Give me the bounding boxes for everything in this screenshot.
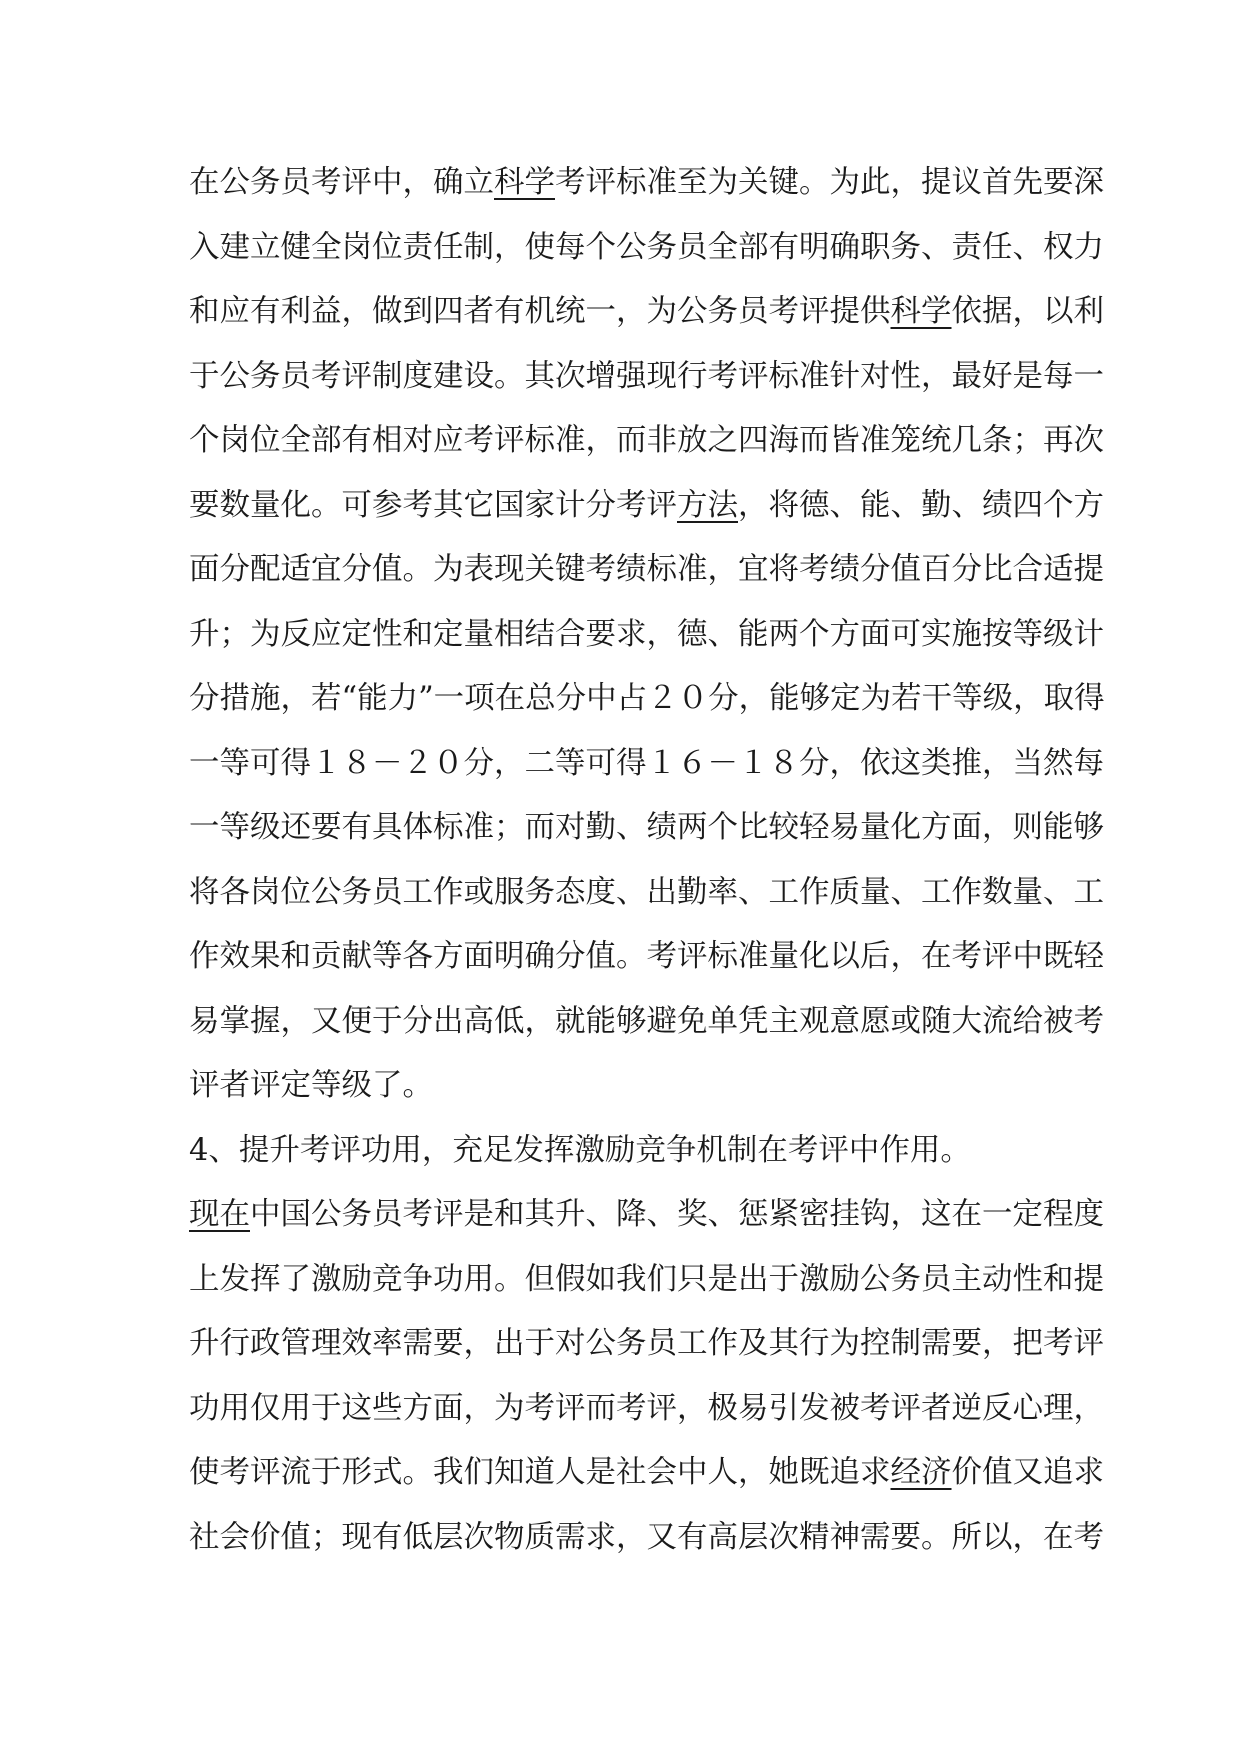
text-line bbox=[189, 1126, 1064, 1191]
underlined-term: 科学 bbox=[494, 165, 555, 200]
text-line bbox=[189, 1190, 1104, 1255]
text-segment: 一等级还要有具体标准；而对勤、绩两个比较轻易量化方面，则能够 bbox=[189, 810, 1104, 845]
text-segment: 上发挥了激励竞争功用。但假如我们只是出于激励公务员主动性和提 bbox=[189, 1261, 1104, 1297]
text-segment: 中国公务员考评是和其升、降、奖、惩紧密挂钩，这在一定程度 bbox=[250, 1197, 1104, 1232]
text-line bbox=[189, 1061, 1064, 1126]
text-line bbox=[189, 416, 1104, 481]
text-segment: 评者评定等级了。 bbox=[189, 1068, 433, 1103]
text-segment: 个岗位全部有相对应考评标准，而非放之四海而皆准笼统几条；再次 bbox=[189, 423, 1104, 458]
text-segment: 要数量化。可参考其它国家计分考评 bbox=[189, 487, 677, 523]
text-line bbox=[189, 997, 1104, 1062]
text-segment: ，将德、能、勤、绩四个方 bbox=[738, 487, 1104, 523]
text-segment: 分措施，若“能力”一项在总分中占２０分，能够定为若干等级，取得 bbox=[189, 681, 1105, 716]
underlined-term: 方法 bbox=[677, 487, 738, 523]
text-line bbox=[189, 610, 1104, 675]
text-line bbox=[189, 545, 1104, 610]
text-line bbox=[189, 739, 1104, 804]
text-line bbox=[189, 1255, 1104, 1320]
text-segment: 在公务员考评中，确立 bbox=[189, 165, 494, 200]
body-text bbox=[189, 158, 1105, 1577]
text-segment: 价值又追求 bbox=[951, 1455, 1104, 1490]
text-segment: 于公务员考评制度建设。其次增强现行考评标准针对性，最好是每一 bbox=[189, 358, 1104, 394]
text-line bbox=[189, 868, 1104, 933]
text-line bbox=[189, 1319, 1104, 1384]
text-line bbox=[189, 223, 1104, 288]
text-segment: 功用仅用于这些方面，为考评而考评，极易引发被考评者逆反心理， bbox=[189, 1390, 1104, 1426]
text-line bbox=[189, 481, 1104, 546]
text-segment: 4、提升考评功用，充足发挥激励竞争机制在考评中作用。 bbox=[189, 1132, 971, 1168]
text-segment: 面分配适宜分值。为表现关键考绩标准，宜将考绩分值百分比合适提 bbox=[189, 552, 1104, 587]
text-line bbox=[189, 1384, 1104, 1449]
text-segment: 将各岗位公务员工作或服务态度、出勤率、工作质量、工作数量、工 bbox=[189, 874, 1104, 910]
text-segment: 易掌握，又便于分出高低，就能够避免单凭主观意愿或随大流给被考 bbox=[189, 1003, 1104, 1039]
underlined-term: 现在 bbox=[189, 1197, 250, 1232]
text-line bbox=[189, 803, 1104, 868]
text-line bbox=[189, 1513, 1104, 1578]
text-line bbox=[189, 352, 1104, 417]
text-line bbox=[189, 674, 1105, 739]
text-segment: 依据，以利 bbox=[951, 294, 1104, 329]
text-segment: 使考评流于形式。我们知道人是社会中人，她既追求 bbox=[189, 1455, 891, 1490]
text-segment: 升行政管理效率需要，出于对公务员工作及其行为控制需要，把考评 bbox=[189, 1326, 1104, 1361]
text-segment: 入建立健全岗位责任制，使每个公务员全部有明确职务、责任、权力 bbox=[189, 229, 1104, 265]
text-line bbox=[189, 1448, 1104, 1513]
underlined-term: 经济 bbox=[890, 1455, 952, 1490]
text-segment: 和应有利益，做到四者有机统一，为公务员考评提供 bbox=[189, 294, 891, 329]
text-segment: 作效果和贡献等各方面明确分值。考评标准量化以后，在考评中既轻 bbox=[189, 939, 1104, 974]
text-line bbox=[189, 932, 1104, 997]
underlined-term: 科学 bbox=[890, 294, 952, 329]
text-segment: 一等可得１８－２０分，二等可得１６－１８分，依这类推，当然每 bbox=[189, 745, 1104, 781]
text-segment: 社会价值；现有低层次物质需求，又有高层次精神需要。所以，在考 bbox=[189, 1519, 1104, 1555]
text-line bbox=[189, 287, 1104, 352]
text-segment: 考评标准至为关键。为此，提议首先要深 bbox=[555, 165, 1104, 200]
text-segment: 升；为反应定性和定量相结合要求，德、能两个方面可实施按等级计 bbox=[189, 616, 1104, 652]
text-line bbox=[189, 158, 1104, 223]
